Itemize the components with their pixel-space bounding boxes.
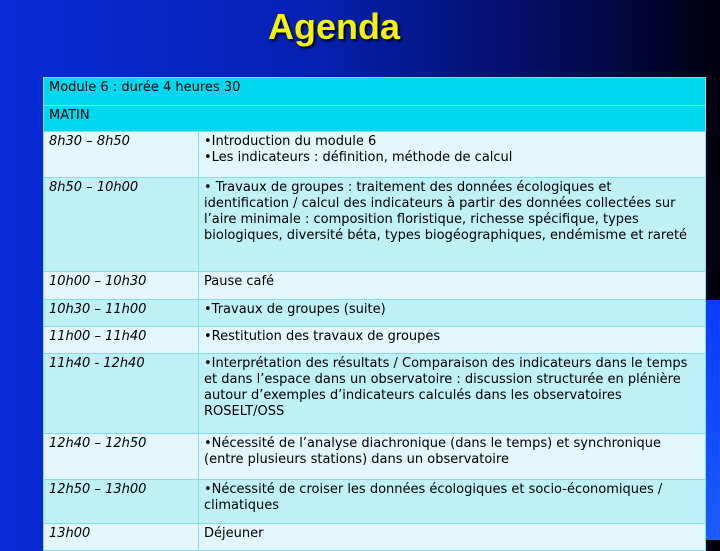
description-cell <box>199 272 706 300</box>
table-row <box>44 524 706 551</box>
list-item: •Interprétation des résultats / Comparaison des indicateurs dans le temps et dans l’espace dans un observatoire : discussion structurée en plénière autour d’exemples d’indicateurs calculés dans les observatoires ROSELT/OSS <box>204 356 688 419</box>
time-cell: 12h50 – 13h00 <box>44 480 199 524</box>
time-cell: 8h30 – 8h50 <box>44 132 199 178</box>
table-row <box>44 434 706 480</box>
list-item: •Nécessité de croiser les données écologiques et socio-économiques / climatiques <box>204 482 663 513</box>
decorative-strip <box>706 300 720 540</box>
session-header-row <box>44 106 706 132</box>
list-item: • Travaux de groupes : traitement des données écologiques et identification / calcul des indicateurs à partir des données collectées sur l’aire minimale : composition floristique, richesse spécifique, types biologiques, diversité béta, types biogéographiques, endémisme et rareté <box>204 180 688 243</box>
list-item: •Restitution des travaux de groupes <box>204 329 441 344</box>
module-header: Module 6 : durée 4 heures 30 <box>44 78 706 106</box>
description-cell <box>199 480 706 524</box>
table-row <box>44 354 706 434</box>
description-cell <box>199 524 706 551</box>
time-cell: 10h00 – 10h30 <box>44 272 199 300</box>
list-item: •Introduction du module 6 <box>204 134 377 149</box>
table-row <box>44 480 706 524</box>
description-cell <box>199 354 706 434</box>
time-cell: 12h40 – 12h50 <box>44 434 199 480</box>
time-cell: 11h00 – 11h40 <box>44 327 199 354</box>
list-item: •Nécessité de l’analyse diachronique (dans le temps) et synchronique (entre plusieurs stations) dans un observatoire <box>204 436 661 467</box>
description-cell <box>199 434 706 480</box>
module-header-row <box>44 78 706 106</box>
description-cell <box>199 327 706 354</box>
description-cell <box>199 178 706 272</box>
time-cell: 10h30 – 11h00 <box>44 300 199 327</box>
list-item: •Travaux de groupes (suite) <box>204 302 386 317</box>
table-row <box>44 132 706 178</box>
table-row <box>44 272 706 300</box>
session-header: MATIN <box>44 106 706 132</box>
list-item: •Les indicateurs : définition, méthode de calcul <box>204 150 513 165</box>
description-cell <box>199 300 706 327</box>
list-item: Pause café <box>204 274 275 289</box>
time-cell: 8h50 – 10h00 <box>44 178 199 272</box>
table-row <box>44 300 706 327</box>
list-item: Déjeuner <box>204 526 264 541</box>
agenda-table <box>43 77 706 551</box>
table-row <box>44 178 706 272</box>
table-row <box>44 327 706 354</box>
description-cell <box>199 132 706 178</box>
time-cell: 11h40 - 12h40 <box>44 354 199 434</box>
page-title: Agenda <box>267 6 400 47</box>
time-cell: 13h00 <box>44 524 199 551</box>
